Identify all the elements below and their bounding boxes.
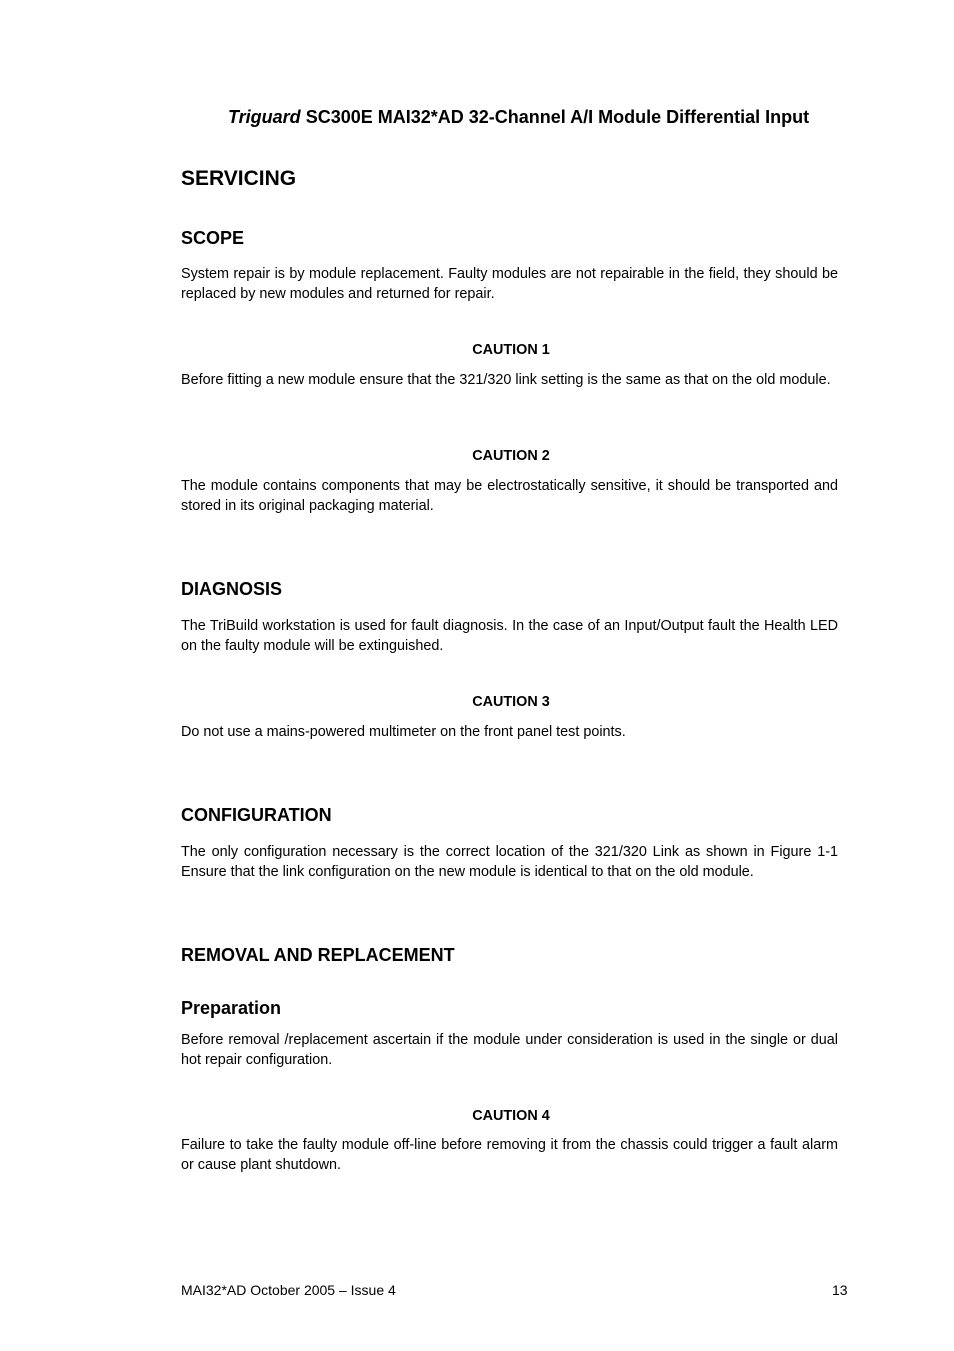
diagnosis-heading: DIAGNOSIS bbox=[181, 579, 283, 599]
scope-heading: SCOPE bbox=[181, 228, 245, 248]
diagnosis-paragraph: The TriBuild workstation is used for fault diagnosis. In the case of an Input/Output fault the Health LED on the faulty module will be extinguished. bbox=[181, 618, 838, 654]
header-title: SC300E MAI32*AD 32-Channel A/I Module Differential Input bbox=[300, 107, 810, 127]
caution-3-label: CAUTION 3 bbox=[472, 694, 550, 710]
configuration-heading: CONFIGURATION bbox=[181, 805, 332, 825]
running-header bbox=[228, 107, 840, 128]
caution-2-label: CAUTION 2 bbox=[472, 448, 550, 464]
caution-3-text: Do not use a mains-powered multimeter on the front panel test points. bbox=[181, 724, 626, 740]
header-brand: Triguard bbox=[228, 107, 301, 127]
preparation-subheading: Preparation bbox=[181, 998, 282, 1018]
caution-1-label: CAUTION 1 bbox=[472, 342, 550, 358]
section-title: SERVICING bbox=[181, 167, 297, 190]
footer-page-number: 13 bbox=[832, 1282, 848, 1298]
preparation-paragraph: Before removal /replacement ascertain if the module under consideration is used in the single or dual hot repair configuration. bbox=[181, 1032, 838, 1068]
scope-paragraph: System repair is by module replacement. Faulty modules are not repairable in the field, they should be replaced by new modules and returned for repair. bbox=[181, 266, 838, 302]
configuration-paragraph: The only configuration necessary is the correct location of the 321/320 Link as shown in Figure 1-1 Ensure that the link configuration on the new module is identical to that on the old module. bbox=[181, 844, 838, 880]
removal-heading: REMOVAL AND REPLACEMENT bbox=[181, 945, 455, 965]
caution-2-text: The module contains components that may be electrostatically sensitive, it should be transported and stored in its original packaging material. bbox=[181, 478, 838, 514]
caution-1-text: Before fitting a new module ensure that the 321/320 link setting is the same as that on the old module. bbox=[181, 372, 831, 388]
caution-4-label: CAUTION 4 bbox=[472, 1108, 550, 1124]
caution-4-text: Failure to take the faulty module off-line before removing it from the chassis could trigger a fault alarm or cause plant shutdown. bbox=[181, 1137, 838, 1173]
footer-document-info: MAI32*AD October 2005 – Issue 4 bbox=[181, 1282, 396, 1298]
